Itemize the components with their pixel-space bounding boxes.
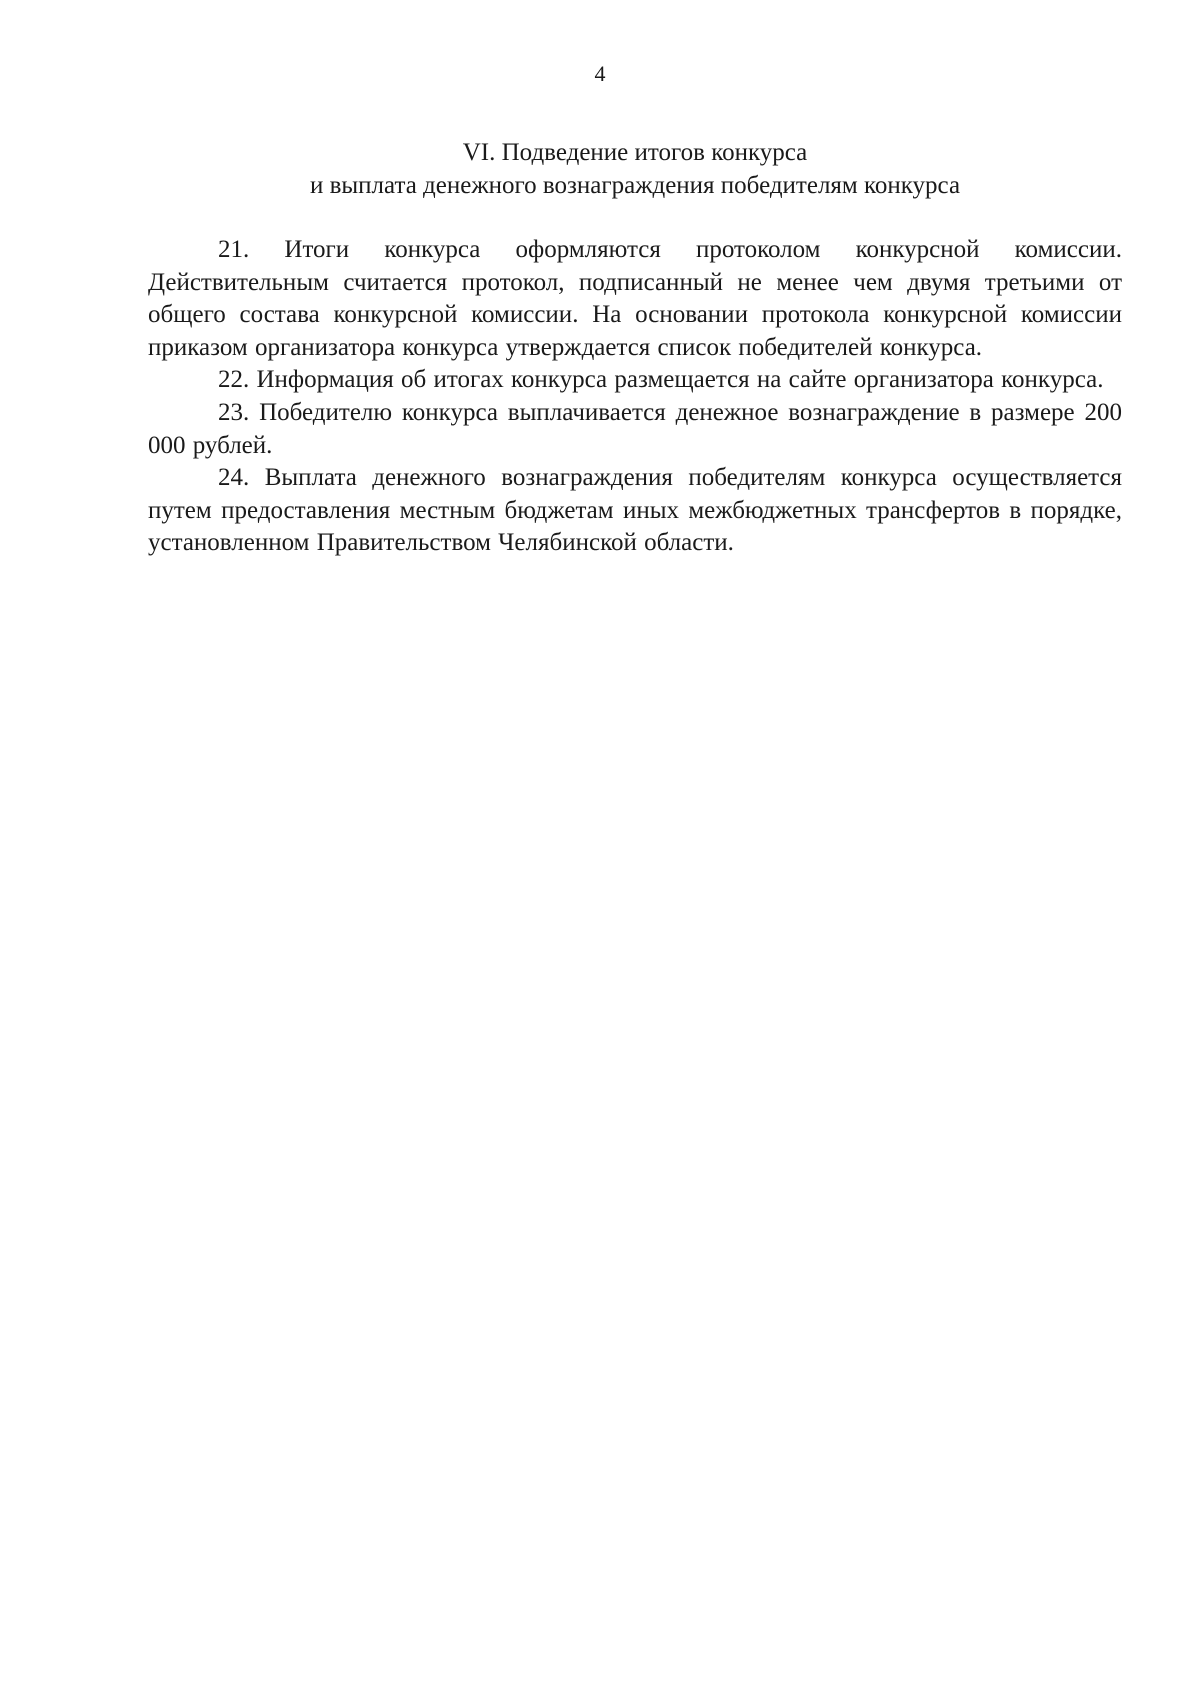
paragraph-23: 23. Победителю конкурса выплачивается денежное вознаграждение в размере 200 000 рублей. [148,398,1122,459]
paragraph-21: 21. Итоги конкурса оформляются протоколом конкурсной комиссии. Действительным считается протокол, подписанный не менее чем двумя третьими от общего состава конкурсной комиссии. На основании протокола конкурсной комиссии приказом организатора конкурса утверждается список победителей конкурса. [148,236,1122,361]
body-text [148,234,1122,560]
section-title-line-1: VI. Подведение итогов конкурса [462,139,808,166]
paragraph-22: 22. Информация об итогах конкурса размещается на сайте организатора конкурса. [218,366,1104,394]
paragraph-24: 24. Выплата денежного вознаграждения победителям конкурса осуществляется путем предоставления местным бюджетам иных межбюджетных трансфертов в порядке, установленном Правительством Челябинской области. [148,464,1122,557]
page-number: 4 [594,61,606,86]
section-title-line-2: и выплата денежного вознаграждения победителям конкурса [309,172,961,199]
section-heading [148,136,1122,202]
